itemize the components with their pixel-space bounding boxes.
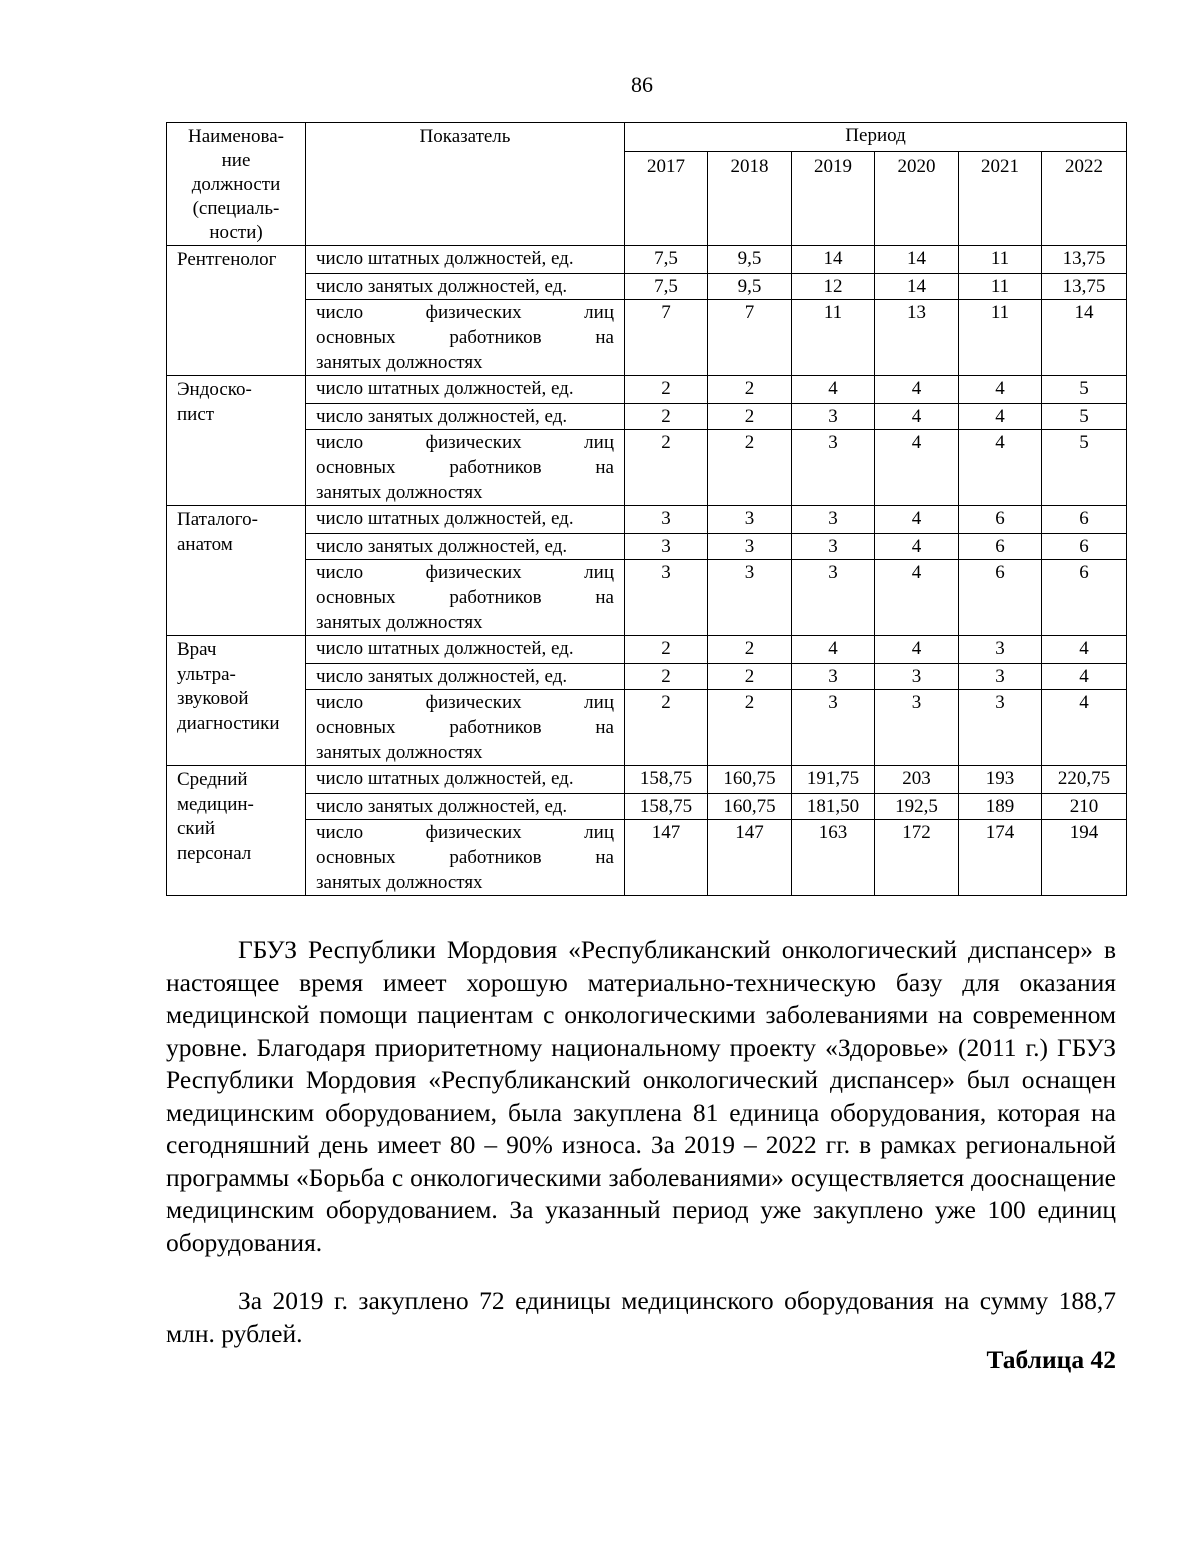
indicator-cell [306, 430, 625, 506]
position-line: звуковой [177, 688, 249, 709]
indicator-line: основных работников на [316, 717, 614, 738]
position-line: Рентгенолог [177, 249, 277, 270]
indicator-line: число физических лиц [316, 432, 614, 453]
value-cell: 5 [1042, 376, 1127, 404]
position-line: медицин- [177, 793, 254, 815]
value-cell: 2 [708, 690, 792, 766]
indicator-cell [306, 404, 625, 430]
value-cell: 11 [792, 300, 875, 376]
value-cell: 13,75 [1042, 246, 1127, 274]
position-line: ский [177, 818, 215, 839]
table-row [167, 404, 1127, 430]
indicator-line: число физических лиц [316, 692, 614, 713]
value-cell: 6 [1042, 534, 1127, 560]
indicator-line: число штатных должностей, ед. [316, 638, 574, 659]
table-row [167, 246, 1127, 274]
page-number: 86 [631, 72, 653, 97]
header-year-2021: 2021 [959, 152, 1042, 246]
value-cell: 2 [708, 664, 792, 690]
indicator-line: занятых должностях [316, 482, 483, 503]
table-row [167, 274, 1127, 300]
table-row [167, 534, 1127, 560]
value-cell: 4 [1042, 664, 1127, 690]
position-line: Врач [177, 639, 217, 660]
value-cell: 7,5 [625, 246, 708, 274]
value-cell: 2 [708, 430, 792, 506]
value-cell: 11 [959, 274, 1042, 300]
value-cell: 3 [625, 560, 708, 636]
value-cell: 4 [792, 376, 875, 404]
indicator-line: занятых должностях [316, 352, 483, 373]
value-cell: 3 [792, 430, 875, 506]
position-cell [167, 506, 306, 636]
indicator-line: число штатных должностей, ед. [316, 508, 574, 529]
value-cell: 2 [625, 430, 708, 506]
value-cell: 194 [1042, 820, 1127, 896]
position-cell [167, 246, 306, 376]
value-cell: 6 [959, 534, 1042, 560]
value-cell: 174 [959, 820, 1042, 896]
indicator-cell [306, 300, 625, 376]
header-position-line: ности) [209, 222, 263, 243]
value-cell: 13,75 [1042, 274, 1127, 300]
value-cell: 4 [959, 430, 1042, 506]
value-cell: 2 [708, 636, 792, 664]
indicator-cell [306, 506, 625, 534]
indicator-line: число занятых должностей, ед. [316, 666, 568, 687]
value-cell: 12 [792, 274, 875, 300]
value-cell: 4 [1042, 690, 1127, 766]
position-line: Паталого- [177, 509, 258, 530]
header-position-line: (специаль- [192, 198, 280, 219]
value-cell: 3 [792, 506, 875, 534]
value-cell: 2 [625, 376, 708, 404]
table-row [167, 300, 1127, 376]
value-cell: 11 [959, 246, 1042, 274]
position-cell [167, 376, 306, 506]
table-row [167, 664, 1127, 690]
value-cell: 2 [625, 690, 708, 766]
header-period: Период [625, 123, 1127, 152]
header-position-line: Наименова- [188, 126, 284, 147]
value-cell: 4 [875, 560, 959, 636]
indicator-cell [306, 766, 625, 794]
value-cell: 3 [875, 690, 959, 766]
indicator-line: число штатных должностей, ед. [316, 768, 574, 789]
position-line: персонал [177, 842, 252, 864]
value-cell: 3 [625, 534, 708, 560]
table-row [167, 794, 1127, 820]
header-year-2020: 2020 [875, 152, 959, 246]
indicator-cell [306, 820, 625, 896]
table-row [167, 376, 1127, 404]
table-row [167, 820, 1127, 896]
indicator-line: основных работников на [316, 847, 614, 868]
value-cell: 4 [875, 506, 959, 534]
value-cell: 2 [625, 636, 708, 664]
value-cell: 147 [708, 820, 792, 896]
value-cell: 14 [875, 274, 959, 300]
indicator-line: основных работников на [316, 587, 614, 608]
value-cell: 2 [708, 404, 792, 430]
value-cell: 158,75 [625, 794, 708, 820]
value-cell: 7,5 [625, 274, 708, 300]
indicator-line: число штатных должностей, ед. [316, 248, 574, 269]
indicator-cell [306, 636, 625, 664]
position-line: диагностики [177, 712, 280, 734]
header-position-line: ние [221, 150, 251, 171]
header-year-2017: 2017 [625, 152, 708, 246]
value-cell: 3 [708, 506, 792, 534]
value-cell: 4 [875, 376, 959, 404]
indicator-line: число штатных должностей, ед. [316, 378, 574, 399]
position-line: Эндоско- [177, 379, 252, 400]
value-cell: 4 [875, 430, 959, 506]
value-cell: 6 [959, 506, 1042, 534]
value-cell: 3 [792, 404, 875, 430]
value-cell: 14 [875, 246, 959, 274]
indicator-line: занятых должностях [316, 742, 483, 763]
value-cell: 6 [1042, 506, 1127, 534]
header-indicator: Показатель [306, 123, 625, 246]
value-cell: 193 [959, 766, 1042, 794]
value-cell: 189 [959, 794, 1042, 820]
value-cell: 158,75 [625, 766, 708, 794]
value-cell: 14 [1042, 300, 1127, 376]
value-cell: 5 [1042, 430, 1127, 506]
value-cell: 4 [959, 376, 1042, 404]
header-year-2019: 2019 [792, 152, 875, 246]
value-cell: 2 [625, 664, 708, 690]
value-cell: 3 [792, 560, 875, 636]
value-cell: 4 [875, 636, 959, 664]
value-cell: 3 [792, 534, 875, 560]
value-cell: 3 [875, 664, 959, 690]
table-row [167, 430, 1127, 506]
table-row [167, 506, 1127, 534]
table-caption: Таблица 42 [986, 1345, 1116, 1374]
value-cell: 4 [792, 636, 875, 664]
indicator-line: число физических лиц [316, 562, 614, 583]
indicator-line: число занятых должностей, ед. [316, 796, 568, 817]
value-cell: 6 [1042, 560, 1127, 636]
value-cell: 3 [959, 664, 1042, 690]
value-cell: 203 [875, 766, 959, 794]
indicator-line: занятых должностях [316, 612, 483, 633]
value-cell: 192,5 [875, 794, 959, 820]
value-cell: 172 [875, 820, 959, 896]
value-cell: 181,50 [792, 794, 875, 820]
indicator-cell [306, 794, 625, 820]
value-cell: 220,75 [1042, 766, 1127, 794]
value-cell: 3 [708, 534, 792, 560]
value-cell: 160,75 [708, 766, 792, 794]
indicator-line: основных работников на [316, 457, 614, 478]
table-row [167, 690, 1127, 766]
position-line: ультра- [177, 663, 236, 685]
paragraph-text: За 2019 г. закуплено 72 единицы медицинского оборудования на сумму 188,7 млн. рублей. [166, 1286, 1116, 1348]
value-cell: 147 [625, 820, 708, 896]
value-cell: 13 [875, 300, 959, 376]
indicator-cell [306, 246, 625, 274]
header-year-2022: 2022 [1042, 152, 1127, 246]
value-cell: 191,75 [792, 766, 875, 794]
indicator-line: число занятых должностей, ед. [316, 276, 568, 297]
value-cell: 3 [959, 690, 1042, 766]
value-cell: 3 [792, 664, 875, 690]
value-cell: 4 [1042, 636, 1127, 664]
value-cell: 9,5 [708, 274, 792, 300]
indicator-cell [306, 376, 625, 404]
indicator-line: число физических лиц [316, 302, 614, 323]
position-cell [167, 766, 306, 896]
header-position [167, 123, 306, 246]
value-cell: 7 [625, 300, 708, 376]
position-line: пист [177, 403, 215, 425]
value-cell: 4 [875, 404, 959, 430]
value-cell: 2 [625, 404, 708, 430]
value-cell: 6 [959, 560, 1042, 636]
value-cell: 9,5 [708, 246, 792, 274]
indicator-line: число физических лиц [316, 822, 614, 843]
paragraph-purchase [166, 1285, 1116, 1350]
paragraph-equipment [166, 934, 1116, 1259]
position-line: анатом [177, 533, 233, 555]
value-cell: 3 [959, 636, 1042, 664]
value-cell: 3 [792, 690, 875, 766]
value-cell: 7 [708, 300, 792, 376]
indicator-cell [306, 534, 625, 560]
value-cell: 163 [792, 820, 875, 896]
indicator-cell [306, 664, 625, 690]
value-cell: 210 [1042, 794, 1127, 820]
paragraph-text: ГБУЗ Республики Мордовия «Республиканский онкологический диспансер» в настоящее время имеет хорошую материально-техническую базу для оказания медицинской помощи пациентам с онкологическими заболеваниями на современном уровне. Благодаря приоритетному национальному проекту «Здоровье» (2011 г.) ГБУЗ Республики Мордовия «Республиканский онкологический диспансер» был оснащен медицинским оборудованием, была закуплена 81 единица оборудования, которая на сегодняшний день имеет 80 – 90% износа. За 2019 – 2022 гг. в рамках региональной программы «Борьба с онкологическими заболеваниями» осуществляется дооснащение медицинским оборудованием. За указанный период уже закуплено уже 100 единиц оборудования. [166, 935, 1116, 1257]
table-row [167, 766, 1127, 794]
indicator-line: занятых должностях [316, 872, 483, 893]
indicator-line: число занятых должностей, ед. [316, 406, 568, 427]
header-position-line: должности [191, 174, 281, 195]
table-row [167, 560, 1127, 636]
value-cell: 14 [792, 246, 875, 274]
value-cell: 4 [875, 534, 959, 560]
table-row [167, 636, 1127, 664]
position-line: Средний [177, 769, 248, 790]
value-cell: 3 [625, 506, 708, 534]
indicator-line: основных работников на [316, 327, 614, 348]
value-cell: 160,75 [708, 794, 792, 820]
value-cell: 4 [959, 404, 1042, 430]
staffing-table [166, 122, 1127, 896]
indicator-line: число занятых должностей, ед. [316, 536, 568, 557]
position-cell [167, 636, 306, 766]
value-cell: 2 [708, 376, 792, 404]
indicator-cell [306, 560, 625, 636]
header-year-2018: 2018 [708, 152, 792, 246]
value-cell: 3 [708, 560, 792, 636]
value-cell: 11 [959, 300, 1042, 376]
indicator-cell [306, 274, 625, 300]
value-cell: 5 [1042, 404, 1127, 430]
indicator-cell [306, 690, 625, 766]
